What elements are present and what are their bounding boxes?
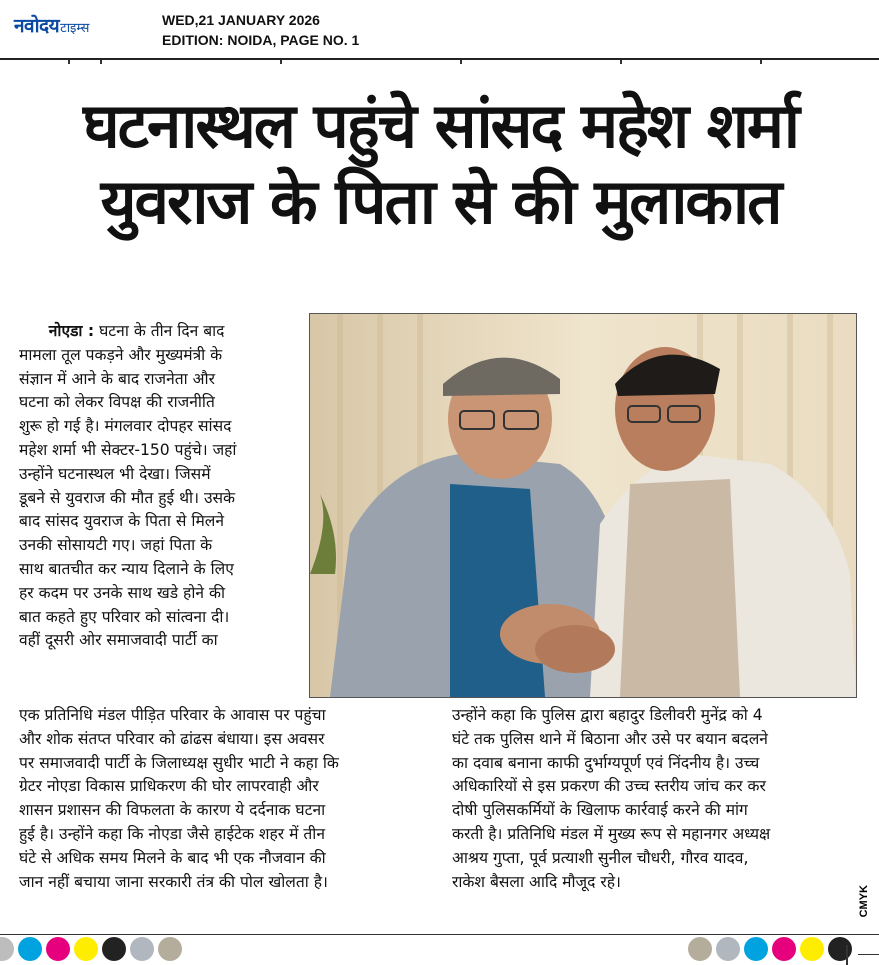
article-line: बात कहते हुए परिवार को सांत्वना दी। xyxy=(19,607,230,626)
news-photo-illustration xyxy=(310,314,856,697)
edition-info xyxy=(162,10,359,50)
article-line: घंटे तक पुलिस थाने में बिठाना और उसे पर बयान बदलने xyxy=(452,729,768,748)
article-line: घंटे से अधिक समय मिलने के बाद भी एक नौजवान की xyxy=(19,848,326,867)
color-swatch xyxy=(744,937,768,961)
color-swatch xyxy=(772,937,796,961)
article-line: वहीं दूसरी ओर समाजवादी पार्टी का xyxy=(19,631,218,650)
article-line: हर कदम पर उनके साथ खडे होने की xyxy=(19,583,225,602)
color-swatch xyxy=(130,937,154,961)
color-swatch xyxy=(800,937,824,961)
article-line: करती है। प्रतिनिधि मंडल में मुख्य रूप से महानगर अध्यक्ष xyxy=(452,824,771,843)
article-line: एक प्रतिनिधि मंडल पीड़ित परिवार के आवास पर पहुंचा xyxy=(19,706,326,724)
article-line: आश्रय गुप्ता, पूर्व प्रत्याशी सुनील चौधरी, गौरव यादव, xyxy=(452,848,749,867)
article-line: उनकी सोसायटी गए। जहां पिता के xyxy=(19,536,213,555)
article-column-1 xyxy=(19,320,289,653)
article-line: ग्रेटर नोएडा विकास प्राधिकरण की घोर लापरवाही और xyxy=(19,777,319,796)
newspaper-logo xyxy=(14,12,89,38)
color-swatch xyxy=(0,937,14,961)
article-line: दोषी पुलिसकर्मियों के खिलाफ कार्रवाई करने की मांग xyxy=(452,801,748,820)
article-line: घटना को लेकर विपक्ष की राजनीति xyxy=(19,393,215,412)
color-swatch xyxy=(18,937,42,961)
article-line: और शोक संतप्त परिवार को ढांढस बंधाया। इस अवसर xyxy=(19,729,325,748)
headline-line-1: घटनास्थल पहुंचे सांसद महेश शर्मा xyxy=(83,89,798,162)
clipped-text-remnants xyxy=(60,60,820,64)
article-line: शासन प्रशासन की विफलता के कारण ये दर्दनाक घटना xyxy=(19,801,326,820)
cmyk-label xyxy=(858,885,872,933)
article-text: घटना के तीन दिन बाद xyxy=(99,322,225,340)
headline-line-2: युवराज के पिता से की मुलाकात xyxy=(100,165,781,238)
color-swatch xyxy=(716,937,740,961)
color-swatch xyxy=(102,937,126,961)
color-swatch xyxy=(46,937,70,961)
article-column-2 xyxy=(19,704,437,894)
article-line: बाद सांसद युवराज के पिता से मिलने xyxy=(19,512,224,531)
article-line: राकेश बैसला आदि मौजूद रहे। xyxy=(452,872,621,891)
crop-mark xyxy=(846,945,848,965)
article-line: साथ बातचीत कर न्याय दिलाने के लिए xyxy=(19,559,234,578)
color-swatch xyxy=(74,937,98,961)
footer-divider xyxy=(0,934,879,935)
color-swatch xyxy=(828,937,852,961)
article-line: हुई है। उन्होंने कहा कि नोएडा जैसे हाईटेक शहर में तीन xyxy=(19,824,325,843)
logo-sub-text: टाइम्स xyxy=(60,21,90,36)
color-registration-left xyxy=(0,937,182,963)
article-line xyxy=(19,320,289,344)
color-swatch xyxy=(688,937,712,961)
page-header xyxy=(0,0,879,58)
article-line: महेश शर्मा भी सेक्टर-150 पहुंचे। जहां xyxy=(19,440,237,459)
logo-main-text: नवोदय xyxy=(14,15,60,37)
article-line: उन्होंने घटनास्थल भी देखा। जिसमें xyxy=(19,464,211,483)
article-column-3 xyxy=(452,704,862,894)
article-line: जान नहीं बचाया जाना सरकारी तंत्र की पोल खोलता है। xyxy=(19,872,328,891)
article-line: पर समाजवादी पार्टी के जिलाध्यक्ष सुधीर भाटी ने कहा कि xyxy=(19,753,339,772)
article-line: मामला तूल पकड़ने और मुख्यमंत्री के xyxy=(19,345,223,364)
color-swatch xyxy=(158,937,182,961)
article-headline xyxy=(18,88,863,240)
article-line: अधिकारियों से इस प्रकरण की उच्च स्तरीय जांच कर कर xyxy=(452,777,766,796)
news-photo xyxy=(309,313,857,698)
color-registration-right xyxy=(688,937,852,963)
edition-date: WED,21 JANUARY 2026 xyxy=(162,12,320,28)
article-line: उन्होंने कहा कि पुलिस द्वारा बहादुर डिलीवरी मुनेंद्र को 4 xyxy=(452,706,763,724)
dateline: नोएडा : xyxy=(48,322,95,340)
article-line: शुरू हो गई है। मंगलवार दोपहर सांसद xyxy=(19,417,232,436)
crop-mark xyxy=(858,954,879,955)
article-line: संज्ञान में आने के बाद राजनेता और xyxy=(19,369,215,388)
edition-page: EDITION: NOIDA, PAGE NO. 1 xyxy=(162,32,360,48)
cmyk-text: CMYK xyxy=(858,885,870,918)
article-line: का दवाब बनाना काफी दुर्भाग्यपूर्ण एवं निंदनीय है। उच्च xyxy=(452,753,760,772)
article-line: डूबने से युवराज की मौत हुई थी। उसके xyxy=(19,488,236,507)
